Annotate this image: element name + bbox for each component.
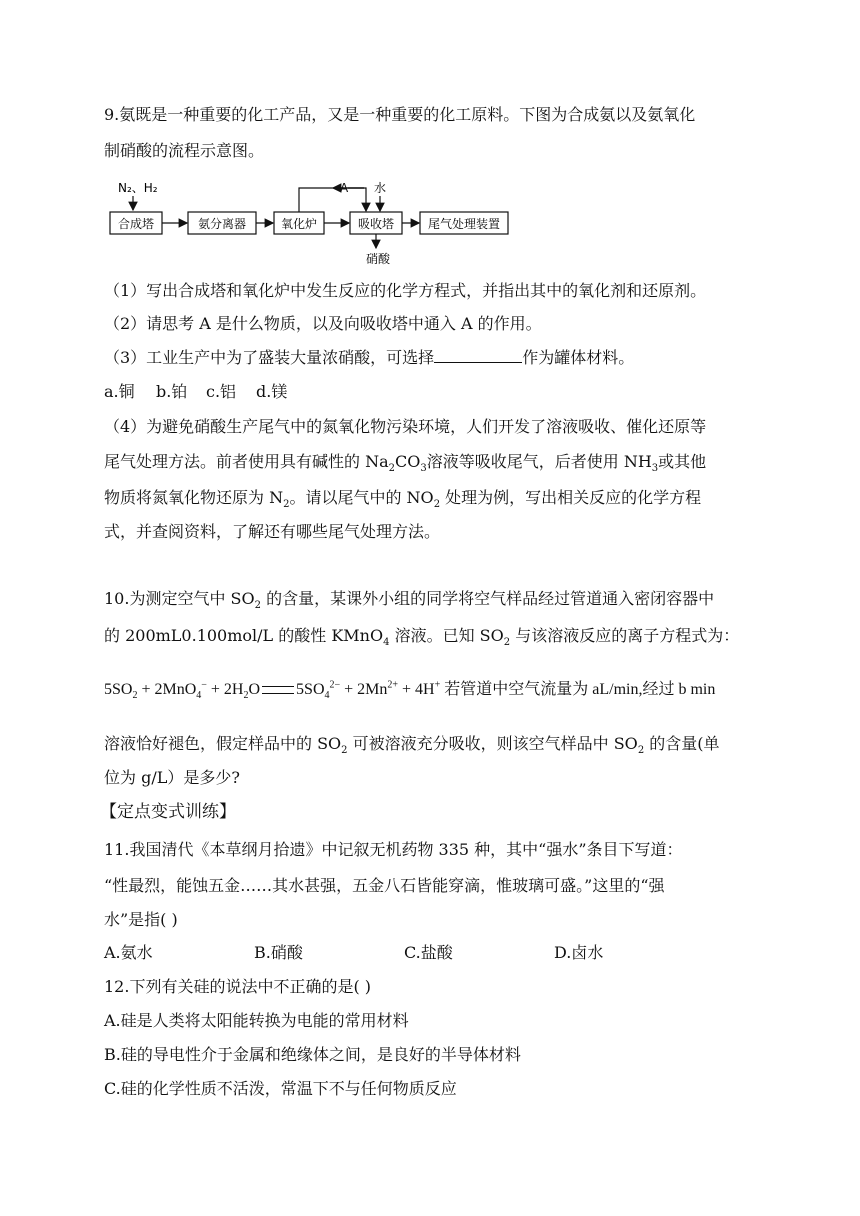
q11-option-c: C.盐酸	[404, 943, 453, 962]
subscript: 2	[503, 637, 511, 649]
subscript: 4	[383, 637, 390, 649]
q12-stem: 12.下列有关硅的说法中不正确的是( )	[104, 977, 372, 996]
eq-term: 5SO	[296, 681, 325, 698]
q11-line1: 11.我国清代《本草纲月拾遗》中记叙无机药物 335 种，其中“强水”条目下写道：	[104, 840, 683, 859]
q12-option-c: C.硅的化学性质不活泼，常温下不与任何物质反应	[104, 1079, 457, 1098]
eq-term: 5SO	[104, 681, 133, 698]
text: 。请以尾气中的 NO	[289, 488, 434, 507]
subscript: 2	[433, 499, 441, 511]
subscript: 2	[637, 745, 645, 757]
subscript: 4	[324, 690, 330, 702]
box-ammonia-separator-label: 氨分离器	[197, 217, 247, 231]
q9-part1: （1）写出合成塔和氧化炉中发生反应的化学方程式，并指出其中的氧化剂和还原剂。	[104, 281, 707, 300]
q9-options	[104, 381, 287, 403]
q11-line2: “性最烈，能蚀五金……其水甚强，五金八石皆能穿滴，惟玻璃可盛。”这里的“强	[104, 876, 665, 895]
q9-part3-text: （3）工业生产中为了盛装大量浓硝酸，可选择	[104, 348, 435, 367]
subscript: 4	[196, 690, 202, 702]
text: 处理为例，写出相关反应的化学方程	[440, 488, 702, 507]
text: 的 200mL0.100mol/L 的酸性 KMnO	[104, 626, 384, 645]
text: 的含量，某课外小组的同学将空气样品经过管道通入密闭容器中	[261, 589, 715, 608]
q11-options	[104, 942, 603, 964]
superscript: 2−	[329, 679, 341, 691]
flow-inputs: N₂、H₂	[118, 181, 158, 195]
q11-option-a: A.氨水	[104, 943, 153, 962]
q9-part4-line3	[104, 487, 701, 509]
q11-option-b: B.硝酸	[254, 943, 303, 962]
q9-line2: 制硝酸的流程示意图。	[104, 141, 265, 160]
subscript: 2	[388, 463, 396, 475]
subscript: 2	[341, 745, 348, 757]
q11-line3: 水”是指( )	[104, 910, 178, 929]
q11-option-d: D.卤水	[554, 943, 604, 962]
box-absorption-tower-label: 吸收塔	[357, 217, 395, 231]
subscript: 3	[651, 463, 659, 475]
box-oxidation-furnace-label: 氧化炉	[280, 217, 318, 231]
q9-part4-line2	[104, 451, 706, 473]
eq-term: + 2Mn	[340, 681, 388, 698]
subscript: 2	[283, 499, 290, 511]
box-synthesis-tower-label: 合成塔	[117, 217, 155, 231]
box-tail-gas-label: 尾气处理装置	[427, 217, 501, 231]
eq-term: + 2H	[206, 681, 244, 698]
subscript: 2	[132, 690, 138, 702]
flow-output-nitric-acid: 硝酸	[366, 252, 391, 266]
q10-equation	[104, 679, 715, 701]
q10-line4	[104, 733, 720, 755]
text: 若管道中空气流量为 aL/min,经过 b min	[440, 681, 716, 698]
q9-part4-line1: （4）为避免硝酸生产尾气中的氮氧化物污染环境，人们开发了溶液吸收、催化还原等	[104, 417, 707, 436]
eq-term: O	[248, 681, 261, 698]
q9-part3-tail: 作为罐体材料。	[522, 348, 635, 367]
eq-term: + 2MnO	[137, 681, 197, 698]
text: 尾气处理方法。前者使用具有碱性的 Na	[104, 452, 389, 471]
subscript: 2	[254, 600, 261, 612]
superscript: −	[201, 679, 207, 691]
eq-term: + 4H	[398, 681, 435, 698]
section-heading: 【定点变式训练】	[100, 802, 236, 822]
text: 与该溶液反应的离子方程式为：	[510, 626, 740, 645]
flow-diagram	[104, 178, 524, 268]
flow-water: 水	[374, 181, 387, 195]
text: 溶液恰好褪色，假定样品中的 SO	[104, 734, 342, 753]
q9-option-c: c.铝	[206, 382, 237, 401]
q9-part4-line4: 式，并查阅资料，了解还有哪些尾气处理方法。	[104, 522, 441, 541]
superscript: 2+	[387, 679, 399, 691]
q9-option-d: d.镁	[256, 382, 288, 401]
subscript: 3	[420, 463, 427, 475]
answer-blank	[434, 347, 522, 363]
q9-option-a: a.铜	[104, 382, 135, 401]
text: 物质将氮氧化物还原为 N	[104, 488, 284, 507]
q9-part2: （2）请思考 A 是什么物质，以及向吸收塔中通入 A 的作用。	[104, 314, 542, 333]
subscript: 2	[243, 690, 249, 702]
q10-line1	[104, 588, 714, 610]
text: CO	[395, 452, 421, 471]
text: 可被溶液充分吸收，则该空气样品中 SO	[347, 734, 638, 753]
flow-loop-a: A	[340, 181, 349, 195]
text: 或其他	[658, 452, 707, 471]
q9-option-b: b.铂	[156, 382, 188, 401]
q10-line2	[104, 625, 739, 647]
q12-option-a: A.硅是人类将太阳能转换为电能的常用材料	[104, 1011, 409, 1030]
q9-part3	[104, 347, 634, 369]
q10-line5: 位为 g/L）是多少?	[104, 768, 240, 787]
q9-line1: 9.氨既是一种重要的化工产品，又是一种重要的化工原料。下图为合成氨以及氨氧化	[104, 105, 696, 124]
text: 10.为测定空气中 SO	[104, 589, 255, 608]
text: 溶液。已知 SO	[389, 626, 504, 645]
equals-sign	[262, 686, 294, 694]
text: 溶液等吸收尾气，后者使用 NH	[426, 452, 652, 471]
superscript: +	[434, 679, 441, 691]
q12-option-b: B.硅的导电性介于金属和绝缘体之间，是良好的半导体材料	[104, 1045, 521, 1064]
text: 的含量(单	[644, 734, 720, 753]
